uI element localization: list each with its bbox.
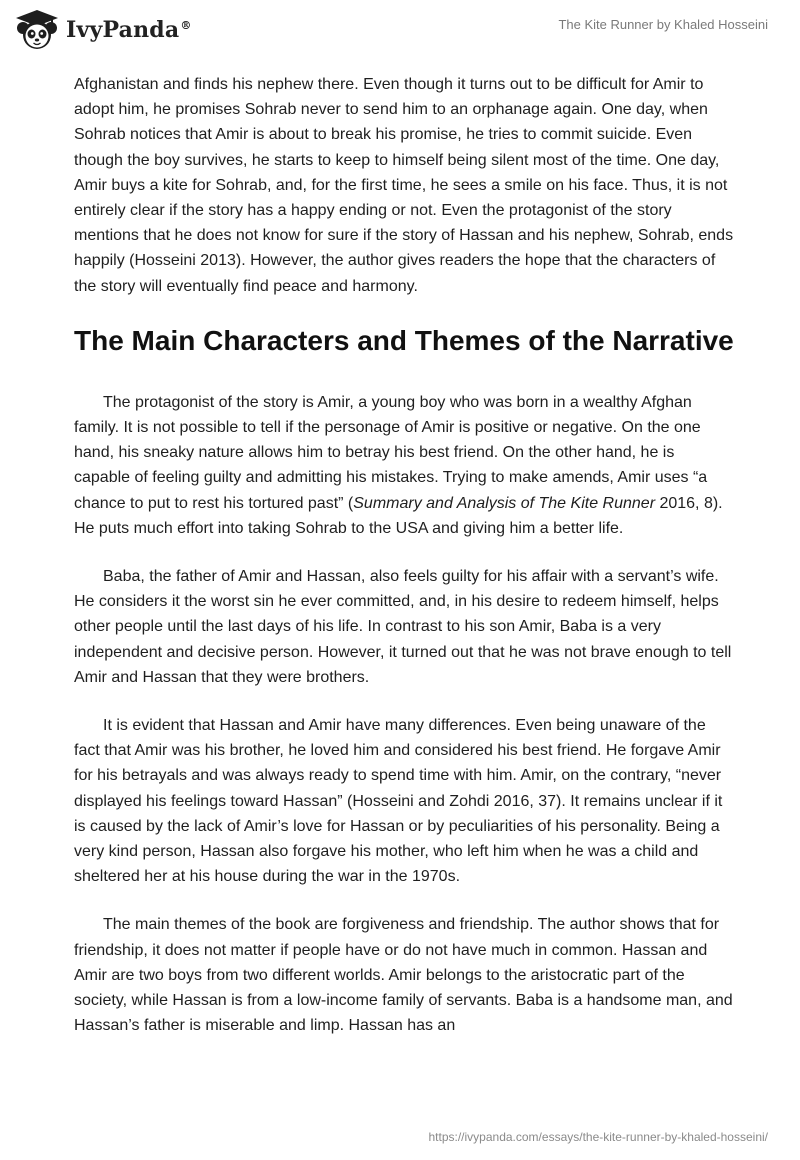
panda-graduate-icon [14,8,60,52]
ivypanda-logo[interactable] [14,8,192,52]
essay-content [74,72,734,1062]
source-url[interactable]: https://ivypanda.com/essays/the-kite-runner-by-khaled-hosseini/ [428,1130,768,1144]
registered-mark: ® [180,18,192,32]
cited-title: Summary and Analysis of The Kite Runner [353,494,656,512]
paragraph-continued: Afghanistan and finds his nephew there. Even though it turns out to be difficult for Amir to adopt him, he promises Sohrab never to send him to an orphanage again. One day, when Sohrab notices that Amir is about to break his promise, he tries to commit suicide. Even though the boy survives, he starts to keep to himself being silent most of the time. One day, Amir buys a kite for Sohrab, and, for the first time, he sees a smile on his face. Thus, it is not entirely clear if the story has a happy ending or not. Even the protagonist of the story mentions that he does not know for sure if the story of Hassan and his nephew, Sohrab, ends happily (Hosseini 2013). However, the author gives readers the hope that the characters of the story will eventually find peace and harmony. [74,76,734,295]
paragraph-themes: The main themes of the book are forgiveness and friendship. The author shows that for friendship, it does not matter if people have or do not have much in common. Hassan and Amir are two boys from two different worlds. Amir belongs to the aristocratic part of the society, while Hassan is from a low-income family of servants. Baba is a handsome man, and Hassan’s father is miserable and limp. Hassan has an [74,916,733,1035]
document-title: The Kite Runner by Khaled Hosseini [558,17,768,32]
paragraph-hassan: It is evident that Hassan and Amir have many differences. Even being unaware of the fact that Amir was his brother, he loved him and considered his best friend. He forgave Amir for his betrayals and was always ready to spend time with him. Amir, on the contrary, “never displayed his feelings toward Hassan” (Hosseini and Zohdi 2016, 37). It remains unclear if it is caused by the lack of Amir’s love for Hassan or by peculiarities of his personality. Being a very kind person, Hassan also forgave his mother, who left him when he was a child and sheltered her at his house during the war in the 1970s. [74,717,723,886]
page-header [0,0,800,60]
brand-name: IvyPanda® [66,17,192,43]
paragraph-baba: Baba, the father of Amir and Hassan, also feels guilty for his affair with a servant’s wife. He considers it the worst sin he ever committed, and, in his desire to redeem himself, helps other people until the last days of his life. In contrast to his son Amir, Baba is a very independent and decisive person. However, it turned out that he was not brave enough to tell Amir and Hassan that they were brothers. [74,568,732,686]
section-heading: The Main Characters and Themes of the Narrative [74,324,734,356]
paragraph-amir: The protagonist of the story is Amir, a young boy who was born in a wealthy Afghan family. It is not possible to tell if the personage of Amir is positive or negative. On the one hand, his sneaky nature allows him to betray his best friend. On the other hand, he is capable of feeling guilty and admitting his mistakes. Trying to make amends, Amir uses “a chance to put to rest his tortured past” (Summary and Analysis of The Kite Runner 2016, 8). He puts much effort into taking Sohrab to the USA and giving him a better life. [74,393,723,537]
